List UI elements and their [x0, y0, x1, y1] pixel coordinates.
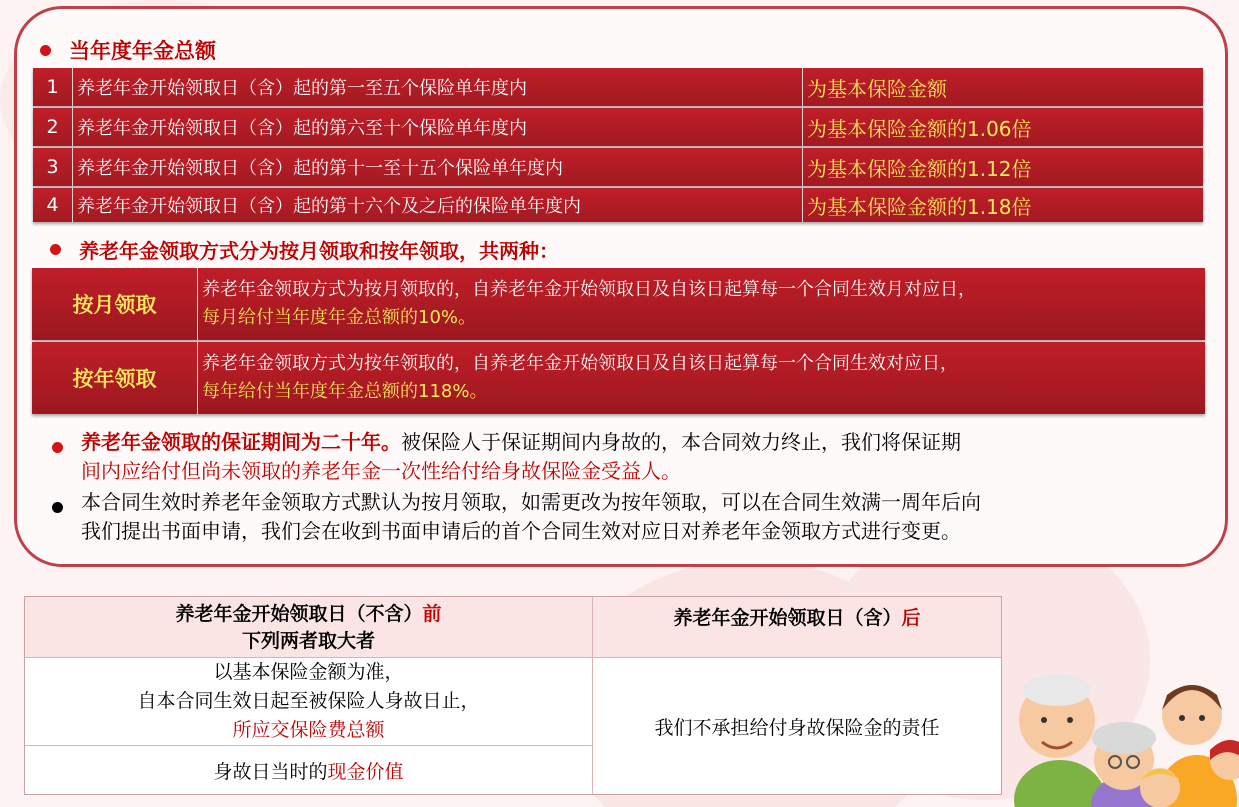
- cell-emphasis: 现金价值: [327, 760, 404, 783]
- note-strong: 养老年金领取的保证期间为二十年。: [81, 430, 401, 454]
- bullet-dot-icon: [52, 502, 63, 513]
- header-emphasis: 前: [422, 602, 442, 625]
- header-text: 养老年金开始领取日（不含）: [175, 602, 423, 625]
- premium-total-cell: [25, 658, 593, 746]
- method-description: [198, 268, 1205, 340]
- cash-value-cell: [25, 746, 593, 794]
- note-text: 我们提出书面申请，我们会在收到书面申请后的首个合同生效对应日对养老年金领取方式进行变更。: [81, 519, 961, 543]
- row-value: 为基本保险金额的1.18倍: [807, 194, 1032, 219]
- bullet-dot-icon: [40, 45, 51, 56]
- method-label: 按年领取: [32, 342, 198, 414]
- method-text-line: 养老年金领取方式为按月领取的，自养老年金开始领取日及自该日起算每一个合同生效月对应日，: [202, 279, 976, 300]
- cell-text: 我们不承担给付身故保险金的责任: [654, 716, 940, 739]
- row-description: 养老年金开始领取日（含）起的第一至五个保险单年度内: [73, 68, 803, 106]
- section1-heading: [40, 34, 216, 66]
- table-row: [33, 188, 1203, 222]
- row-description: 养老年金开始领取日（含）起的第十六个及之后的保险单年度内: [73, 188, 803, 222]
- note-text: 本合同生效时养老年金领取方式默认为按月领取，如需更改为按年领取，可以在合同生效满一周年后向: [81, 490, 981, 514]
- section1-title: 当年度年金总额: [69, 39, 216, 63]
- row-description: 养老年金开始领取日（含）起的第十一至十五个保险单年度内: [73, 148, 803, 186]
- family-illustration: [1012, 650, 1239, 807]
- note-text: 被保险人于保证期间内身故的，本合同效力终止，我们将保证期: [401, 430, 961, 454]
- header-text: 养老年金开始领取日（含）: [673, 607, 902, 629]
- cell-emphasis: 所应交保险费总额: [232, 719, 385, 741]
- table-row: [32, 268, 1205, 340]
- row-number: 4: [33, 188, 73, 222]
- grandpa-figure: [1014, 674, 1106, 807]
- table-row: [33, 148, 1203, 186]
- row-description: 养老年金开始领取日（含）起的第六至十个保险单年度内: [73, 108, 803, 146]
- row-number: 3: [33, 148, 73, 186]
- cell-text: 身故日当时的: [213, 760, 328, 783]
- child-figure: [1140, 768, 1180, 807]
- guarantee-period-note: [52, 428, 1192, 486]
- method-text-highlight: 每年给付当年度年金总额的118%。: [202, 381, 488, 402]
- table-row: [32, 342, 1205, 414]
- no-liability-cell: [593, 658, 1001, 794]
- cell-text: 自本合同生效日起至被保险人身故日止，: [137, 690, 480, 712]
- method-description: [198, 342, 1205, 414]
- header-after-start: [593, 597, 1001, 658]
- cell-text: 以基本保险金额为准，: [213, 661, 404, 683]
- row-value: 为基本保险金额的1.06倍: [807, 116, 1032, 141]
- method-change-note: [52, 488, 1192, 546]
- death-benefit-table: [24, 596, 1002, 795]
- method-text-line: 养老年金领取方式为按年领取的，自养老年金开始领取日及自该日起算每一个合同生效对应日，: [202, 353, 958, 374]
- header-text: 下列两者取大者: [241, 629, 375, 652]
- bullet-dot-icon: [50, 244, 61, 255]
- row-number: 2: [33, 108, 73, 146]
- method-label: 按月领取: [32, 268, 198, 340]
- row-number: 1: [33, 68, 73, 106]
- note-text: 间内应给付但尚未领取的养老年金一次性给付给身故保险金受益人。: [81, 459, 681, 483]
- section2-heading: [50, 233, 559, 265]
- bullet-dot-icon: [52, 442, 63, 453]
- payment-method-table: [32, 268, 1205, 416]
- header-emphasis: 后: [901, 607, 921, 629]
- annuity-amount-table: [33, 68, 1203, 224]
- table-row: [33, 68, 1203, 106]
- row-value: 为基本保险金额: [807, 76, 947, 101]
- section2-title: 养老年金领取方式分为按月领取和按年领取，共两种：: [79, 238, 559, 263]
- header-before-start: [25, 597, 593, 658]
- table-row: [33, 108, 1203, 146]
- row-value: 为基本保险金额的1.12倍: [807, 156, 1032, 181]
- method-text-highlight: 每月给付当年度年金总额的10%。: [202, 307, 477, 328]
